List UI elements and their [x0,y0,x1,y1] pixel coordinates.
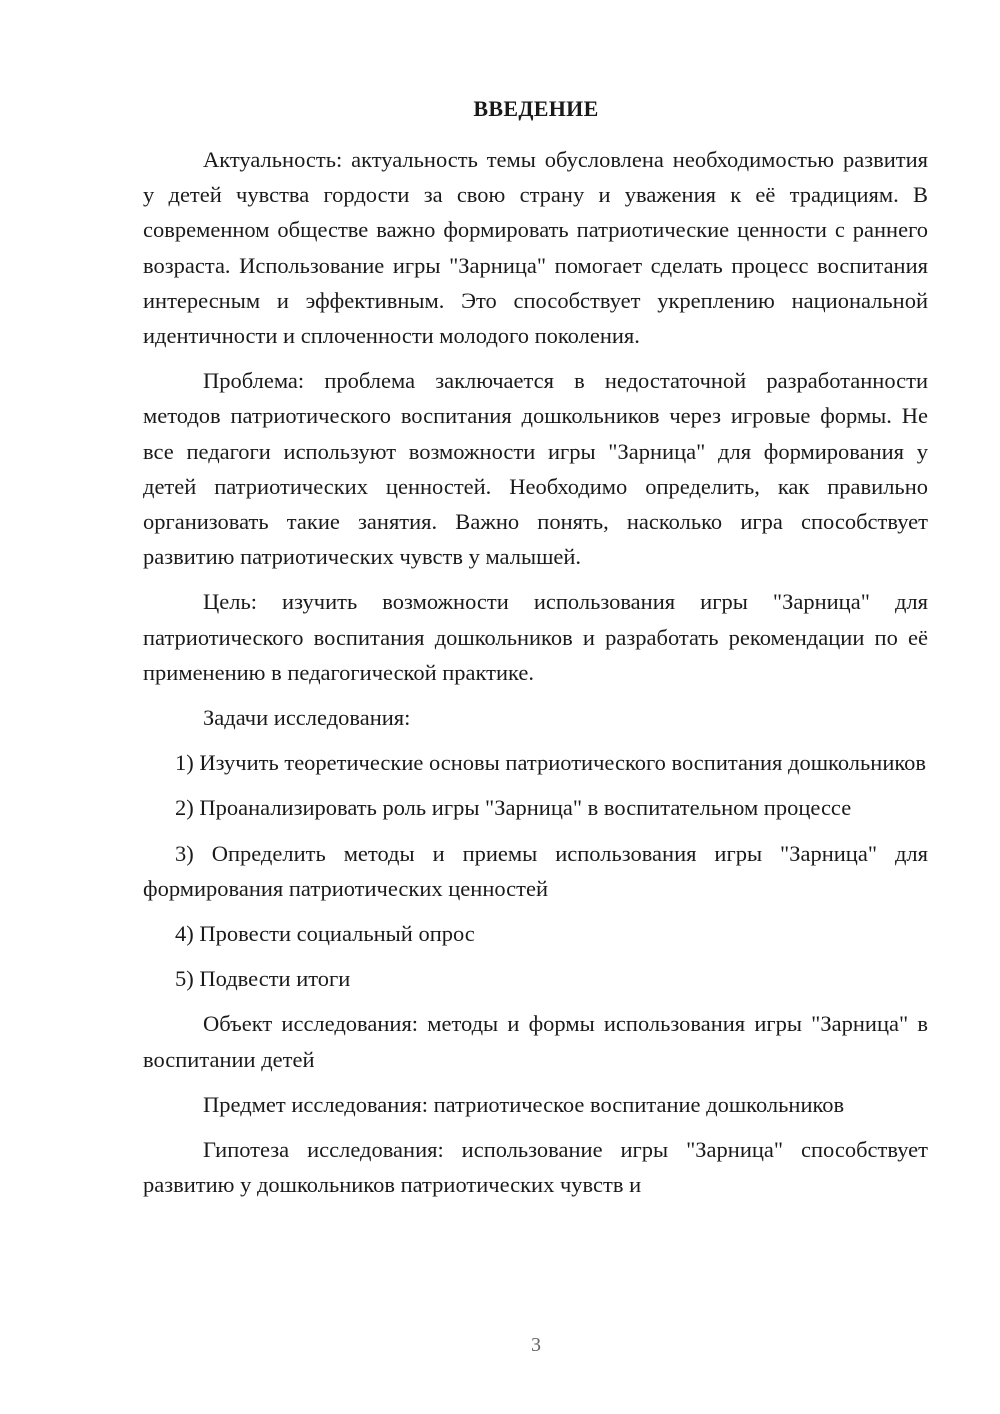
page-number: 3 [531,1334,541,1356]
task-item-3: 3) Определить методы и приемы использования игры "Зарница" для формирования патриотических ценностей [143,840,928,901]
task-item-5: 5) Подвести итоги [175,966,351,992]
relevance-paragraph: Актуальность: актуальность темы обусловлена необходимостью развития у детей чувства гордости за свою страну и уважения к её традициям. В современном обществе важно формировать патриотические ценности с раннего возраста. Использование игры "Зарница" помогает сделать процесс воспитания интересным и эффективным. Это способствует укреплению национальной идентичности и сплоченности молодого поколения. [143,147,928,349]
subject-paragraph: Предмет исследования: патриотическое воспитание дошкольников [203,1091,845,1117]
page-title: ВВЕДЕНИЕ [473,96,599,121]
goal-paragraph: Цель: изучить возможности использования игры "Зарница" для патриотического воспитания дошкольников и разработать рекомендации по её применению в педагогической практике. [143,589,928,685]
task-item-1: 1) Изучить теоретические основы патриотического воспитания дошкольников [175,750,927,776]
problem-paragraph: Проблема: проблема заключается в недостаточной разработанности методов патриотического воспитания дошкольников через игровые формы. Не все педагоги используют возможности игры "Зарница" для формирования у детей патриотических ценностей. Необходимо определить, как правильно организовать такие занятия. Важно понять, насколько игра способствует развитию патриотических чувств у малышей. [143,368,928,570]
document-body [143,142,928,1212]
hypothesis-paragraph: Гипотеза исследования: использование игры "Зарница" способствует развитию у дошкольников патриотических чувств и [143,1137,928,1198]
task-item-2: 2) Проанализировать роль игры "Зарница" в воспитательном процессе [175,795,852,821]
object-paragraph: Объект исследования: методы и формы использования игры "Зарница" в воспитании детей [143,1011,928,1072]
tasks-heading: Задачи исследования: [203,705,411,731]
task-item-4: 4) Провести социальный опрос [175,921,475,947]
